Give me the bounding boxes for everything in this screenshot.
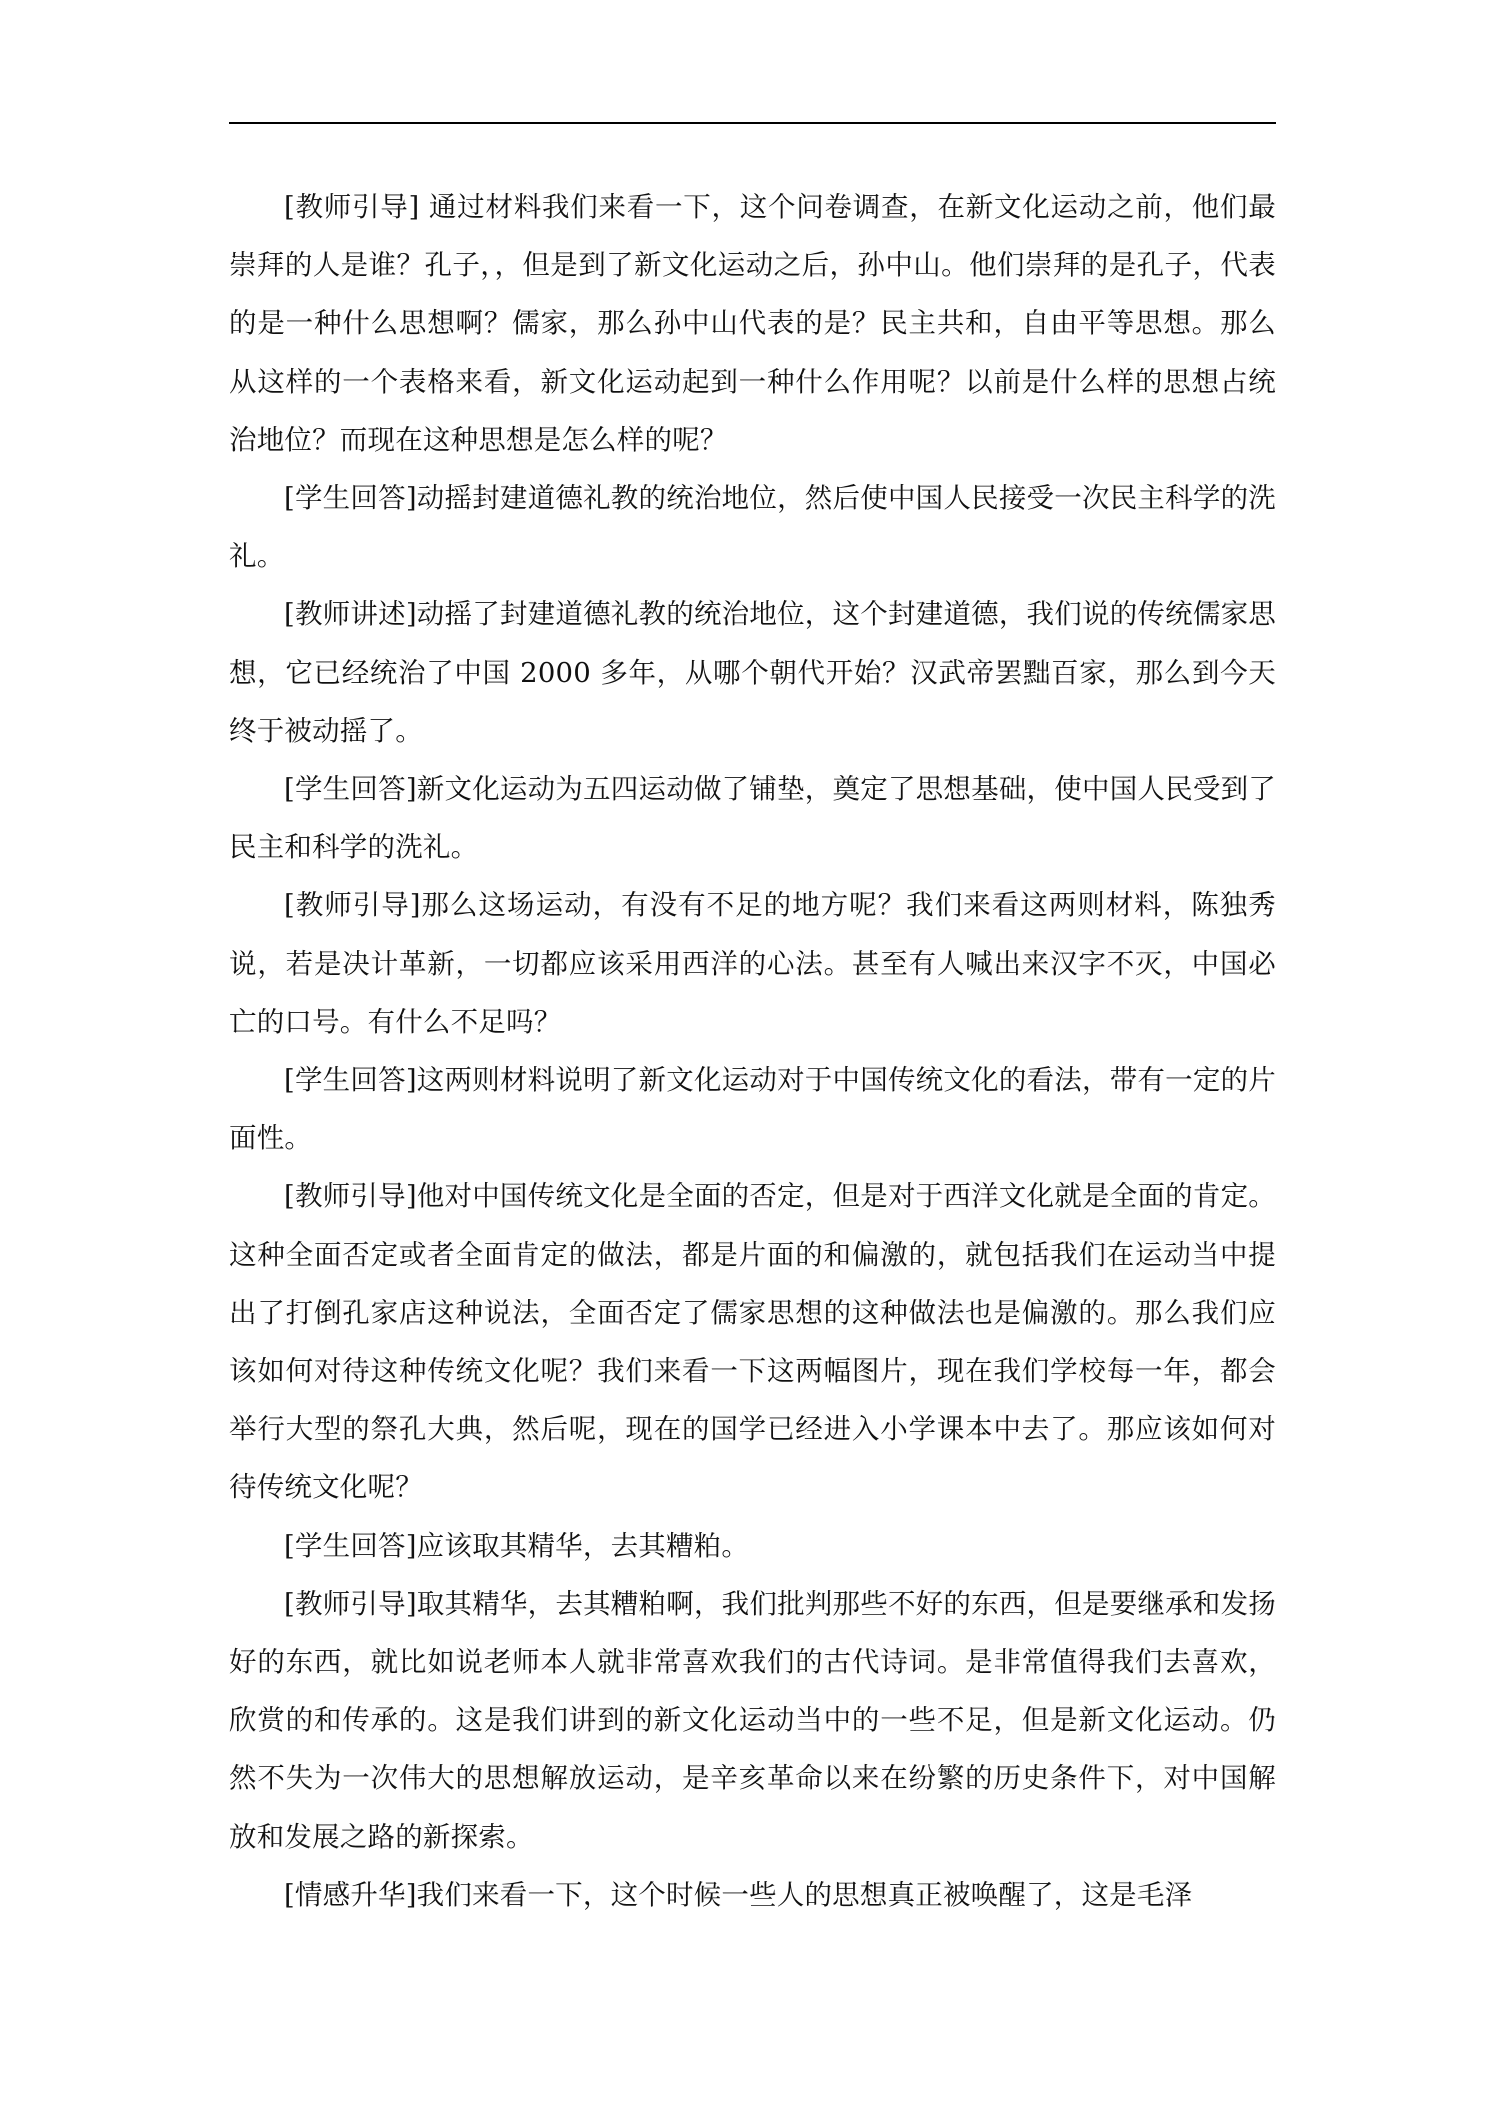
- paragraph-student-answer-3: [229, 1051, 1276, 1167]
- speaker-tag: [教师引导]: [284, 191, 420, 223]
- paragraph-teacher-lecture-1: [229, 585, 1276, 760]
- paragraph-text: 应该取其精华，去其糟粕。: [416, 1529, 750, 1562]
- paragraph-teacher-guide-4: [229, 1575, 1276, 1866]
- paragraph-text: 新文化运动为五四运动做了铺垫，奠定了思想基础，使中国人民受到了民主和科学的洗礼。: [229, 773, 1276, 864]
- speaker-tag: [学生回答]: [284, 1529, 417, 1562]
- paragraph-text: 他对中国传统文化是全面的否定，但是对于西洋文化就是全面的肯定。这种全面否定或者全面肯定的做法，都是片面的和偏激的，就包括我们在运动当中提出了打倒孔家店这种说法，全面否定了儒家思想的这种做法也是偏激的。那么我们应该如何对待这种传统文化呢？我们来看一下这两幅图片，现在我们学校每一年，都会举行大型的祭孔大典，然后呢，现在的国学已经进入小学课本中去了。那应该如何对待传统文化呢？: [229, 1180, 1276, 1504]
- paragraph-text: 我们来看一下，这个时候一些人的思想真正被唤醒了，这是毛泽: [416, 1878, 1193, 1911]
- paragraph-text: 通过材料我们来看一下，这个问卷调查，在新文化运动之前，他们最崇拜的人是谁？孔子，，但是到了新文化运动之后，孙中山。他们崇拜的是孔子，代表的是一种什么思想啊？儒家，那么孙中山代表的是？民主共和，自由平等思想。那么从这样的一个表格来看，新文化运动起到一种什么作用呢？以前是什么样的思想占统治地位？而现在这种思想是怎么样的呢？: [229, 191, 1276, 456]
- document-body: [229, 178, 1276, 1924]
- header-rule: [229, 122, 1276, 124]
- paragraph-student-answer-2: [229, 760, 1276, 876]
- paragraph-teacher-guide-2: [229, 876, 1276, 1051]
- speaker-tag: [情感升华]: [284, 1878, 417, 1911]
- paragraph-emotional-sublimation: [229, 1866, 1276, 1924]
- paragraph-text: 那么这场运动，有没有不足的地方呢？我们来看这两则材料，陈独秀说，若是决计革新，一切都应该采用西洋的心法。甚至有人喊出来汉字不灭，中国必亡的口号。有什么不足吗？: [229, 889, 1276, 1038]
- paragraph-text: 动摇封建道德礼教的统治地位，然后使中国人民接受一次民主科学的洗礼。: [229, 482, 1276, 573]
- paragraph-student-answer-1: [229, 469, 1276, 585]
- paragraph-text: 取其精华，去其糟粕啊，我们批判那些不好的东西，但是要继承和发扬好的东西，就比如说老师本人就非常喜欢我们的古代诗词。是非常值得我们去喜欢，欣赏的和传承的。这是我们讲到的新文化运动当中的一些不足，但是新文化运动。仍然不失为一次伟大的思想解放运动，是辛亥革命以来在纷繁的历史条件下，对中国解放和发展之路的新探索。: [229, 1587, 1276, 1853]
- speaker-tag: [教师引导]: [284, 1180, 417, 1213]
- paragraph-student-answer-4: [229, 1517, 1276, 1575]
- speaker-tag: [学生回答]: [284, 1064, 417, 1097]
- speaker-tag: [教师引导]: [284, 1587, 417, 1620]
- paragraph-teacher-guide-1: [229, 178, 1276, 469]
- speaker-tag: [教师引导]: [284, 889, 421, 922]
- speaker-tag: [学生回答]: [284, 482, 417, 515]
- speaker-tag: [学生回答]: [284, 773, 417, 806]
- paragraph-teacher-guide-3: [229, 1167, 1276, 1516]
- paragraph-text: 这两则材料说明了新文化运动对于中国传统文化的看法，带有一定的片面性。: [229, 1064, 1276, 1155]
- speaker-tag: [教师讲述]: [284, 598, 417, 631]
- paragraph-text: 动摇了封建道德礼教的统治地位，这个封建道德，我们说的传统儒家思想，它已经统治了中国 2000 多年，从哪个朝代开始？汉武帝罢黜百家，那么到今天终于被动摇了。: [229, 598, 1276, 747]
